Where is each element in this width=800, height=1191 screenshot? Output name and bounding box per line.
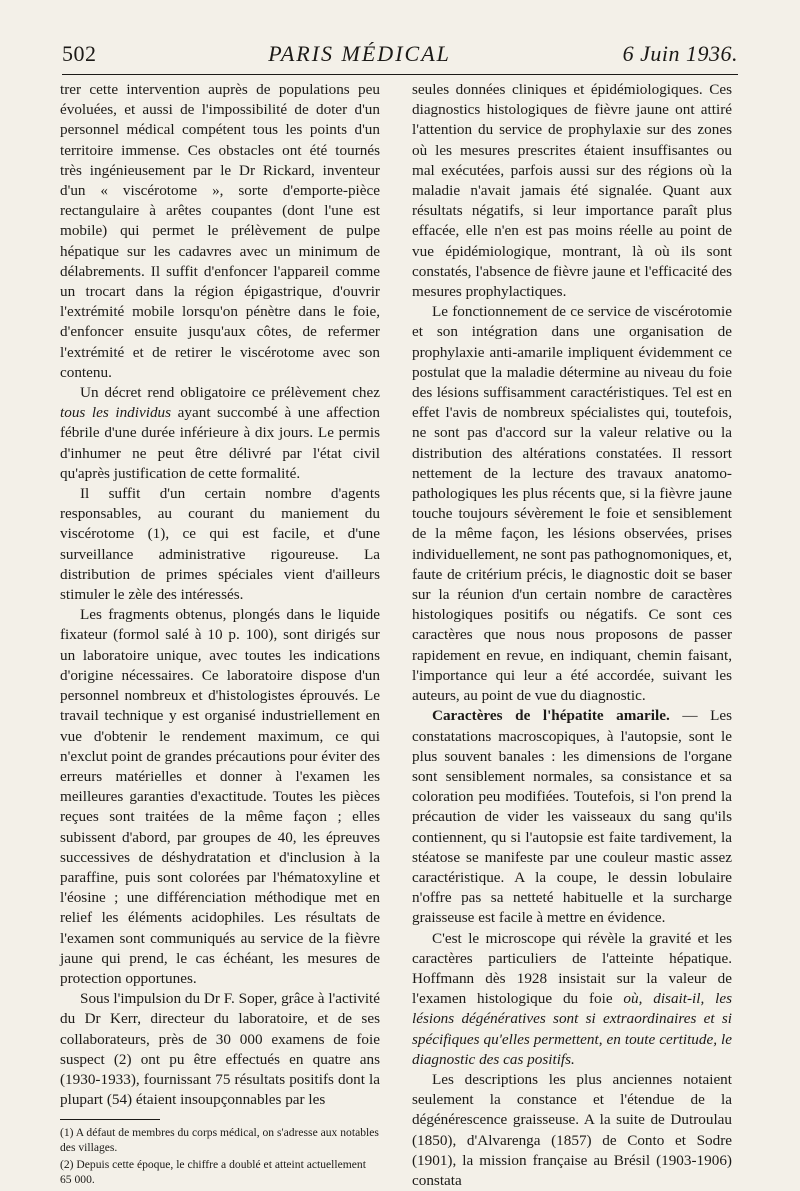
paragraph-text: Un décret rend obligatoire ce prélèvement chez: [80, 384, 380, 402]
paragraph-text: ayant succombé à une affection fébrile d'une durée inférieure à dix jours. Le permis d'inhumer ne peut être délivré par l'état civil qu'après justification de cette formalité.: [60, 404, 380, 482]
page-number: 502: [62, 41, 97, 66]
paragraph: Les descriptions les plus anciennes notaient seulement la constance et l'étendue de la dégénérescence graisseuse. A la suite de Dutroulau (1850), d'Alvarenga (1857) de Conto et Sodre (1901), la mission française au Brésil (1903-1906) constata: [412, 1070, 732, 1189]
emphasis-text: tous les individus: [60, 404, 172, 422]
section-heading: Caractères de l'hépatite amarile.: [432, 707, 670, 725]
journal-title: PARIS MÉDICAL: [268, 41, 451, 66]
paragraph: [412, 706, 732, 928]
left-column: [60, 80, 380, 1187]
paragraph: Il suffit d'un certain nombre d'agents responsables, au courant du maniement du viscérotome (1), ce qui est facile, et d'une surveillance administrative rigoureuse. La distribution de primes spéciales vient d'ailleurs stimuler le zèle des intéressés.: [60, 485, 380, 604]
paragraph: trer cette intervention auprès de populations peu évoluées, et aussi de l'impossibilité de doter d'un personnel médical compétent tous les points d'un territoire immense. Ces obstacles ont été tournés très ingénieusement par le Dr Rickard, inventeur d'un « viscérotome », sorte d'emporte-pièce rectangulaire à arêtes coupantes (dont l'une est mobile) qui permet le prélèvement de pulpe hépatique sur les cadavres avec un minimum de délabrements. Il suffit d'enfoncer l'appareil comme un trocart dans la région épigastrique, d'ouvrir l'extrémité mobile lorsqu'on pénètre dans le foie, d'enfoncer ensuite jusqu'aux côtes, de refermer l'extrémité et de retirer le viscérotome avec son contenu.: [60, 81, 380, 381]
paragraph: Les fragments obtenus, plongés dans le liquide fixateur (formol salé à 10 p. 100), sont dirigés sur un laboratoire unique, avec toutes les indications d'origine nécessaires. Ce laboratoire dispose d'un personnel nombreux et d'histologistes éprouvés. Le travail technique y est organisé industriellement en vue d'obtenir le rendement maximum, ce qui n'exclut point de grandes précautions pour éviter des erreurs matérielles et donner à l'examen les meilleures garanties d'exactitude. Toutes les pièces reçues sont traitées de la même façon ; elles subissent d'abord, par groupes de 40, les épreuves successives de déshydratation et d'inclusion à la paraffine, puis sont colorées par l'hématoxyline et l'éosine ; une différenciation méthodique met en relief les éléments acidophiles. Les résultats de l'examen sont communiqués au service de la fièvre jaune qui prend, le cas échéant, les mesures de protection opportunes.: [60, 606, 380, 987]
footnote: (1) A défaut de membres du corps médical, on s'adresse aux notables des villages.: [60, 1126, 379, 1154]
issue-date: 6 Juin 1936.: [622, 41, 738, 66]
right-column: [412, 80, 732, 1191]
footnote-divider: [60, 1119, 160, 1120]
paragraph: seules données cliniques et épidémiologiques. Ces diagnostics histologiques de fièvre jaune ont attiré l'attention du service de prophylaxie sur des zones où les mesures prescrites étaient insuffisantes ou mal exécutées, parfois aussi sur des régions où la maladie n'avait jamais été signalée. Quant aux résultats négatifs, si leur importance paraît plus effacée, elle n'en est pas moins réelle au point de vue épidémiologique, montrant, là où ils sont constatés, l'absence de fièvre jaune et l'efficacité des mesures prophylactiques.: [412, 81, 732, 301]
emphasis-text: où, disait-il, les lésions dégénératives sont si extraordinaires et si spécifiques qu'elles permettent, en toute certitude, le diagnostic des cas positifs.: [412, 990, 732, 1068]
running-header: [62, 34, 738, 75]
paragraph: [60, 383, 380, 484]
paragraph-text: C'est le microscope qui révèle la gravité et les caractères particuliers de l'atteinte hépatique. Hoffmann dès 1928 insistait sur la valeur de l'examen histologique du foie: [412, 929, 732, 1008]
paragraph: Le fonctionnement de ce service de viscérotomie et son intégration dans une organisation de prophylaxie anti-amarile impliquent évidemment ce postulat que la maladie détermine au niveau du foie des lésions suffisamment caractéristiques. Tel est en effet l'avis de nombreux spécialistes qui, toutefois, ne sont pas d'accord sur la valeur relative ou la distribution des altérations constatées. Il ressort nettement de la lecture des travaux anatomo-pathologiques les plus récents que, si la fièvre jaune touche toujours sévèrement le foie et sensiblement de la même façon, les lésions observées, prises individuellement, ne sont pas pathognomoniques, et, faute de critérium précis, le diagnostic doit se baser sur la réunion d'un certain nombre de caractères histologiques positifs ou négatifs. Ce sont ces caractères que nous nous proposons de passer rapidement en revue, en indiquant, chemin faisant, l'importance qui leur a été accordée, suivant les auteurs, au point de vue du diagnostic.: [412, 303, 732, 705]
paragraph-text: — Les constatations macroscopiques, à l'autopsie, sont le plus souvent banales : les dimensions de l'organe sont sensiblement normales, sa consistance et sa coloration peu modifiées. Toutefois, si l'on prend la précaution de vider les vaisseaux du sang qu'ils contiennent, qu si l'autopsie est faite tardivement, la stéatose se manifeste par une couleur mastic assez caractéristique. A la coupe, le dessin lobulaire n'offre pas sa netteté habituelle et la surcharge graisseuse est facile à mettre en évidence.: [412, 707, 732, 927]
paragraph: [412, 929, 732, 1070]
footnote: (2) Depuis cette époque, le chiffre a doublé et atteint actuellement 65 000.: [60, 1158, 366, 1186]
paragraph: Sous l'impulsion du Dr F. Soper, grâce à l'activité du Dr Kerr, directeur du laboratoire, et de ses collaborateurs, près de 30 000 examens de foie suspect (2) ont pu être effectués en quatre ans (1930-1933), fournissant 75 résultats positifs dont la plupart (54) étaient insoupçonnables par les: [60, 990, 380, 1109]
